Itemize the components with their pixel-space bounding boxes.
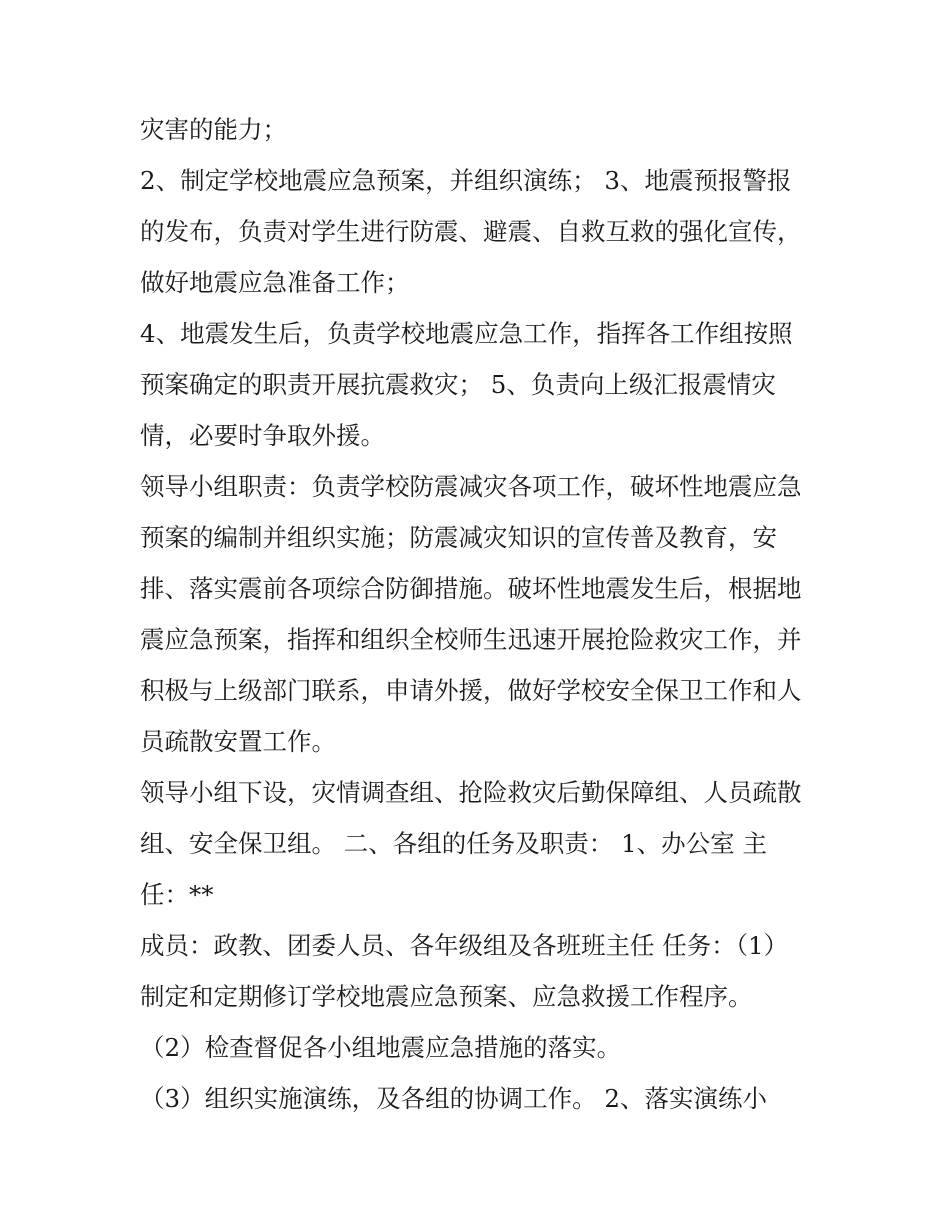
text-line: 情，必要时争取外援。 bbox=[140, 421, 385, 450]
text-line: 预案确定的职责开展抗震救灾； 5、负责向上级汇报震情灾 bbox=[140, 370, 776, 399]
text-line: 领导小组下设，灾情调查组、抢险救灾后勤保障组、人员疏散 bbox=[140, 778, 802, 807]
text-line: 积极与上级部门联系，申请外援，做好学校安全保卫工作和人 bbox=[140, 676, 802, 705]
text-line: 震应急预案，指挥和组织全校师生迅速开展抢险救灾工作，并 bbox=[140, 625, 802, 654]
text-line: 排、落实震前各项综合防御措施。破坏性地震发生后，根据地 bbox=[140, 574, 802, 603]
text-line: 灾害的能力； bbox=[140, 115, 287, 144]
text-line: 2、制定学校地震应急预案，并组织演练； 3、地震预报警报 bbox=[140, 166, 792, 195]
text-line: 员疏散安置工作。 bbox=[140, 727, 336, 756]
text-line: 的发布，负责对学生进行防震、避震、自救互救的强化宣传， bbox=[140, 217, 802, 246]
text-line: 组、安全保卫组。 二、各组的任务及职责： 1、办公室 主 bbox=[140, 829, 767, 858]
text-line: 制定和定期修订学校地震应急预案、应急救援工作程序。 bbox=[140, 982, 753, 1011]
text-line: 成员：政教、团委人员、各年级组及各班班主任 任务：（1） bbox=[140, 931, 789, 960]
text-line: （3）组织实施演练，及各组的协调工作。 2、落实演练小 bbox=[140, 1084, 767, 1113]
text-line: （2）检查督促各小组地震应急措施的落实。 bbox=[140, 1033, 622, 1062]
text-line: 领导小组职责：负责学校防震减灾各项工作，破坏性地震应急 bbox=[140, 472, 802, 501]
text-line: 预案的编制并组织实施；防震减灾知识的宣传普及教育，安 bbox=[140, 523, 777, 552]
text-line: 做好地震应急准备工作； bbox=[140, 268, 410, 297]
text-line: 4、地震发生后，负责学校地震应急工作，指挥各工作组按照 bbox=[140, 319, 793, 348]
text-line: 任：** bbox=[140, 880, 214, 909]
